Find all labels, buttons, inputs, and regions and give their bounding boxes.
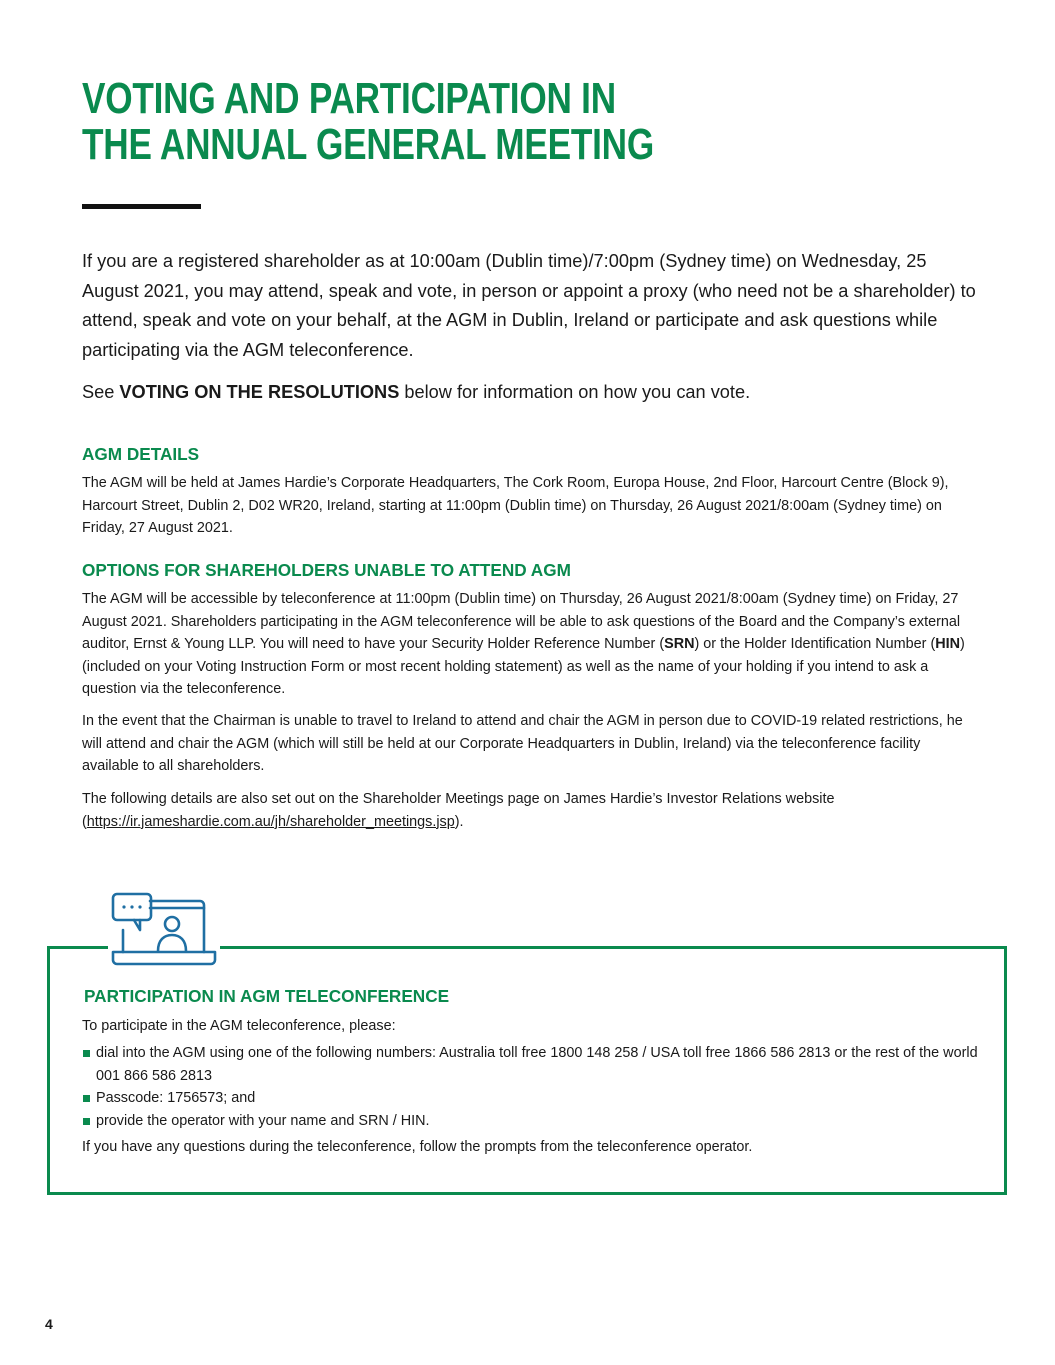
options-p1-text-c: ) (included on your Voting Instruction Form or most recent holding statement) as well as the name of your holding if you intend to ask a question via the teleconference. bbox=[82, 636, 965, 697]
voting-reference-suffix: below for information on how you can vote. bbox=[399, 382, 751, 402]
page-title bbox=[82, 76, 654, 168]
options-paragraph-3 bbox=[82, 788, 977, 833]
teleconference-lead: To participate in the AGM teleconference, please: bbox=[82, 1018, 396, 1034]
teleconference-heading: PARTICIPATION IN AGM TELECONFERENCE bbox=[84, 986, 450, 1006]
teleconference-steps bbox=[82, 1042, 982, 1132]
teleconference-closing: If you have any questions during the teleconference, follow the prompts from the teleconference operator. bbox=[82, 1139, 753, 1155]
intro-paragraph: If you are a registered shareholder as at 10:00am (Dublin time)/7:00pm (Sydney time) on Wednesday, 25 August 2021, you may attend, speak and vote, in person or appoint a proxy (who need not be a shareholder) to attend, speak and vote on your behalf, at the AGM in Dublin, Ireland or participate and ask questions while participating via the AGM teleconference. bbox=[82, 251, 976, 360]
options-paragraph-2: In the event that the Chairman is unable to travel to Ireland to attend and chair the AGM in person due to COVID-19 related restrictions, he will attend and chair the AGM (which will still be held at our Corporate Headquarters in Dublin, Ireland) via the teleconference facility available to all shareholders. bbox=[82, 713, 963, 774]
list-item-text: provide the operator with your name and SRN / HIN. bbox=[96, 1112, 430, 1129]
voting-reference-prefix: See bbox=[82, 382, 120, 402]
hin-term: HIN bbox=[935, 636, 961, 652]
bullet-square-icon bbox=[83, 1050, 90, 1057]
list-item bbox=[82, 1042, 982, 1087]
page-number: 4 bbox=[45, 1316, 53, 1332]
page-title-line-2: THE ANNUAL GENERAL MEETING bbox=[82, 120, 654, 169]
bullet-square-icon bbox=[83, 1095, 90, 1102]
title-divider bbox=[82, 204, 201, 209]
agm-details-text: The AGM will be held at James Hardie’s Corporate Headquarters, The Cork Room, Europa House, 2nd Floor, Harcourt Centre (Block 9), Harcourt Street, Dublin 2, D02 WR20, Ireland, starting at 11:00pm (Dublin time) on Thursday, 26 August 2021/8:00am (Sydney time) on Friday, 27 August 2021. bbox=[82, 475, 949, 536]
options-p3-end: ). bbox=[454, 813, 464, 830]
page-title-line-1: VOTING AND PARTICIPATION IN bbox=[82, 74, 616, 123]
options-p1-text-b: ) or the Holder Identification Number ( bbox=[694, 636, 936, 652]
voting-reference-bold: VOTING ON THE RESOLUTIONS bbox=[119, 382, 400, 402]
video-chat-laptop-icon bbox=[110, 890, 220, 970]
shareholder-meetings-link[interactable]: https://ir.jameshardie.com.au/jh/shareholder_meetings.jsp bbox=[86, 813, 455, 830]
srn-term: SRN bbox=[664, 636, 695, 652]
list-item bbox=[82, 1110, 982, 1133]
options-p1-text-a: The AGM will be accessible by teleconference at 11:00pm (Dublin time) on Thursday, 26 August 2021/8:00am (Sydney time) on Friday, 27 August 2021. Shareholders participating in the AGM teleconference will be able to ask questions of the Board and the Company’s external auditor, Ernst & Young LLP. You will need to have your Security Holder Reference Number ( bbox=[82, 591, 961, 652]
list-item-text: dial into the AGM using one of the following numbers: Australia toll free 1800 148 258 / USA toll free 1866 586 2813 or the rest of the world 001 866 586 2813 bbox=[96, 1045, 978, 1084]
bullet-square-icon bbox=[83, 1118, 90, 1125]
list-item-text: Passcode: 1756573; and bbox=[96, 1090, 256, 1106]
options-p3-text: The following details are also set out on the Shareholder Meetings page on James Hardie’s Investor Relations website ( bbox=[82, 791, 835, 830]
options-paragraph-1 bbox=[82, 588, 977, 701]
list-item bbox=[82, 1087, 982, 1110]
agm-details-heading: AGM DETAILS bbox=[82, 444, 200, 464]
voting-reference bbox=[82, 378, 982, 406]
options-heading: OPTIONS FOR SHAREHOLDERS UNABLE TO ATTEND AGM bbox=[82, 560, 571, 580]
